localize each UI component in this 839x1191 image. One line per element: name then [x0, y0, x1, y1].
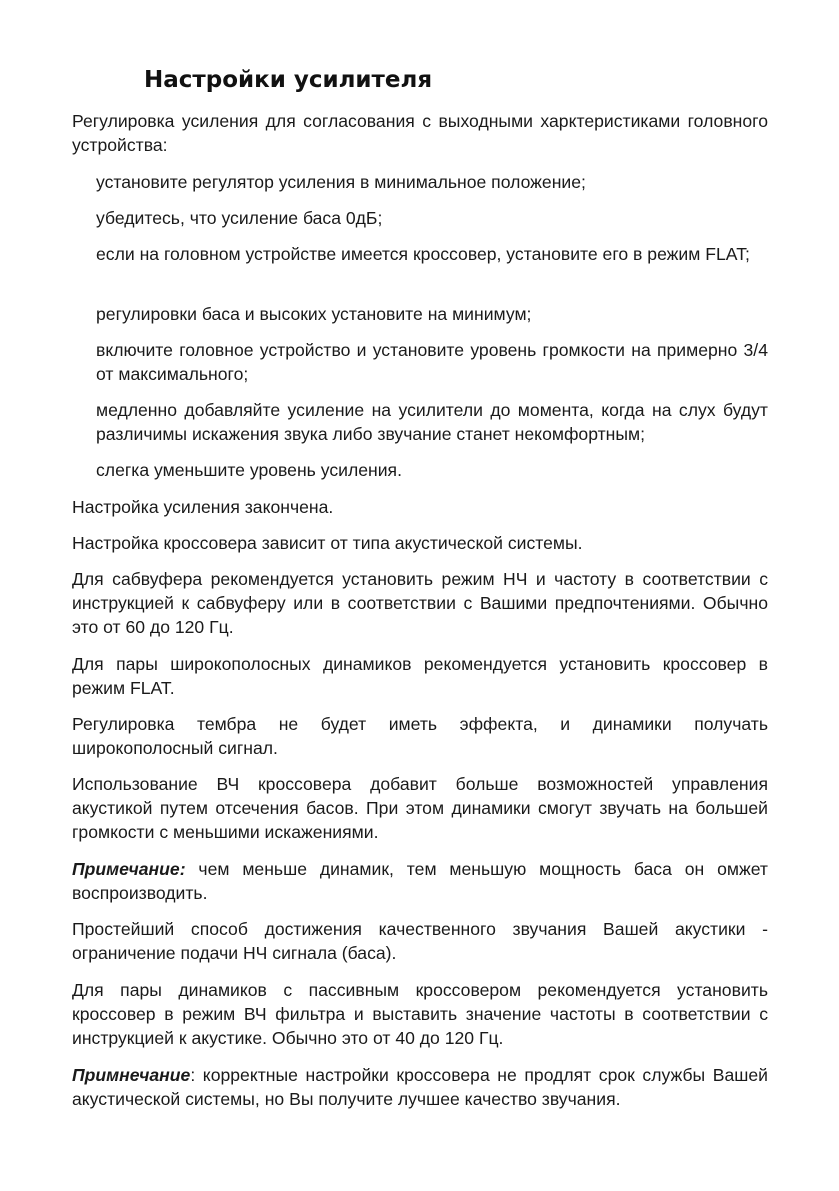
paragraph-simplest: Простейший способ достижения качественного звучания Вашей акустики - ограничение подачи НЧ сигнала (баса). — [72, 919, 768, 963]
note-2-label: Примнечание — [72, 1065, 191, 1085]
intro-paragraph: Регулировка усиления для согласования с выходными харктеристиками головного устройства: — [72, 111, 768, 155]
step-4: регулировки баса и высоких установите на минимум; — [96, 304, 532, 324]
note-2 — [72, 1063, 768, 1111]
paragraph-tone: Регулировка тембра не будет иметь эффекта, и динамики получать широкополосный сигнал. — [72, 714, 768, 758]
note-1-text: чем меньше динамик, тем меньшую мощность баса он омжет воспроизводить. — [72, 859, 768, 903]
paragraph-gain-done: Настройка усиления закончена. — [72, 497, 334, 517]
paragraph-hpf: Использование ВЧ кроссовера добавит больше возможностей управления акустикой путем отсечения басов. При этом динамики смогут звучать на большей громкости с меньшими искажениями. — [72, 774, 768, 842]
step-6: медленно добавляйте усиление на усилители до момента, когда на слух будут различимы искажения звука либо звучание станет некомфортным; — [96, 400, 768, 444]
step-5: включите головное устройство и установите уровень громкости на примерно 3/4 от максимального; — [96, 340, 768, 384]
note-1-label: Примечание: — [72, 859, 186, 879]
note-2-text: : корректные настройки кроссовера не продлят срок службы Вашей акустической системы, но Вы получите лучшее качество звучания. — [72, 1065, 768, 1109]
note-1 — [72, 857, 768, 905]
step-3: если на головном устройстве имеется кроссовер, установите его в режим FLAT; — [96, 244, 750, 264]
step-1: установите регулятор усиления в минимальное положение; — [96, 172, 586, 192]
paragraph-subwoofer: Для сабвуфера рекомендуется установить режим НЧ и частоту в соответствии с инструкцией к сабвуферу или в соответствии с Вашими предпочтениями. Обычно это от 60 до 120 Гц. — [72, 569, 768, 637]
paragraph-crossover-intro: Настройка кроссовера зависит от типа акустической системы. — [72, 533, 583, 553]
paragraph-fullrange: Для пары широкополосных динамиков рекомендуется установить кроссовер в режим FLAT. — [72, 654, 768, 698]
paragraph-passive: Для пары динамиков с пассивным кроссовером рекомендуется установить кроссовер в режим ВЧ фильтра и выставить значение частоты в соответствии с инструкцией к акустике. Обычно это от 40 до 120 Гц. — [72, 980, 768, 1048]
step-7: слегка уменьшите уровень усиления. — [96, 460, 402, 480]
page-title: Настройки усилителя — [144, 67, 433, 93]
step-2: убедитесь, что усиление баса 0дБ; — [96, 208, 383, 228]
